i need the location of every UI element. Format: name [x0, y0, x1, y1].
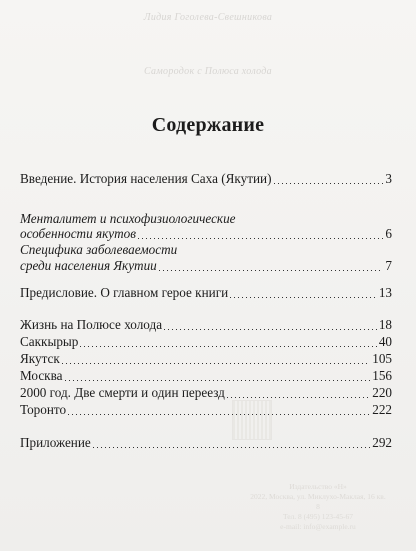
- dot-leader: [80, 346, 376, 347]
- toc-entry-morbidity-line1: Специфика заболеваемости: [20, 242, 178, 257]
- toc-entry-preface: [20, 285, 392, 301]
- imprint-line: e-mail: info@example.ru: [280, 522, 356, 531]
- toc-entry-page: 13: [378, 285, 392, 300]
- toc-entry-appendix: [20, 435, 392, 451]
- dot-leader: [164, 329, 377, 330]
- toc-entry-chapter: [20, 334, 392, 350]
- toc-entry-text: Торонто: [20, 402, 67, 417]
- toc-entry-page: 7: [385, 258, 392, 273]
- toc-entry-text: Жизнь на Полюсе холода: [20, 317, 163, 332]
- dot-leader: [138, 238, 383, 239]
- imprint-line: Издательство «Н»: [289, 482, 347, 491]
- toc-entry-page: 6: [385, 226, 392, 241]
- toc-entry-text: Москва: [20, 368, 63, 383]
- toc-entry-page: 18: [378, 317, 392, 332]
- toc-entry-page: 3: [385, 171, 392, 186]
- toc-entry-text: Предисловие. О главном герое книги: [20, 285, 229, 300]
- toc-entry-page: 40: [378, 334, 392, 349]
- toc-entry-page: 292: [372, 435, 392, 450]
- dot-leader: [65, 380, 371, 381]
- toc-entry-chapter: [20, 402, 392, 418]
- toc-entry-text: Приложение: [20, 435, 91, 450]
- bleed-through-author: Лидия Гоголева-Свешникова: [143, 12, 273, 23]
- toc-entry-mentality: [20, 226, 392, 242]
- dot-leader: [230, 297, 377, 298]
- bleed-through-imprint: [248, 482, 388, 532]
- toc-entry-text: Введение. История населения Саха (Якутии): [20, 171, 272, 186]
- toc-title: Содержание: [151, 114, 265, 136]
- toc-entry-chapter: [20, 368, 392, 384]
- imprint-line: 2022, Москва, ул. Миклухо-Маклая, 16 кв. 8: [250, 492, 386, 511]
- toc-entry-chapter: [20, 385, 392, 401]
- dot-leader: [227, 397, 370, 398]
- toc-entry-text: особенности якутов: [20, 226, 136, 241]
- toc-entry-page: 156: [372, 368, 392, 383]
- dot-leader: [159, 270, 384, 271]
- toc-entry-text: среди населения Якутии: [20, 258, 157, 273]
- toc-entry-text: Якутск: [20, 351, 60, 366]
- toc-entry-text: Саккырыр: [20, 334, 79, 349]
- dot-leader: [274, 183, 384, 184]
- toc-entry-text: 2000 год. Две смерти и один переезд: [20, 385, 225, 400]
- toc-entry-page: 222: [372, 402, 392, 417]
- toc-entry-page: 220: [372, 385, 392, 400]
- toc-entry-page: 105: [372, 351, 392, 366]
- imprint-line: Тел. 8 (495) 123-45-67: [282, 512, 354, 521]
- dot-leader: [93, 447, 370, 448]
- toc-entry-morbidity: [20, 258, 392, 274]
- toc-entry-mentality-line1: Менталитет и психофизиологические: [20, 211, 236, 226]
- bleed-through-book-title: Самородок с Полюса холода: [144, 66, 272, 77]
- dot-leader: [68, 414, 370, 415]
- toc-entry-introduction: [20, 171, 392, 187]
- dot-leader: [62, 363, 370, 364]
- toc-entry-chapter: [20, 317, 392, 333]
- toc-entry-chapter: [20, 351, 392, 367]
